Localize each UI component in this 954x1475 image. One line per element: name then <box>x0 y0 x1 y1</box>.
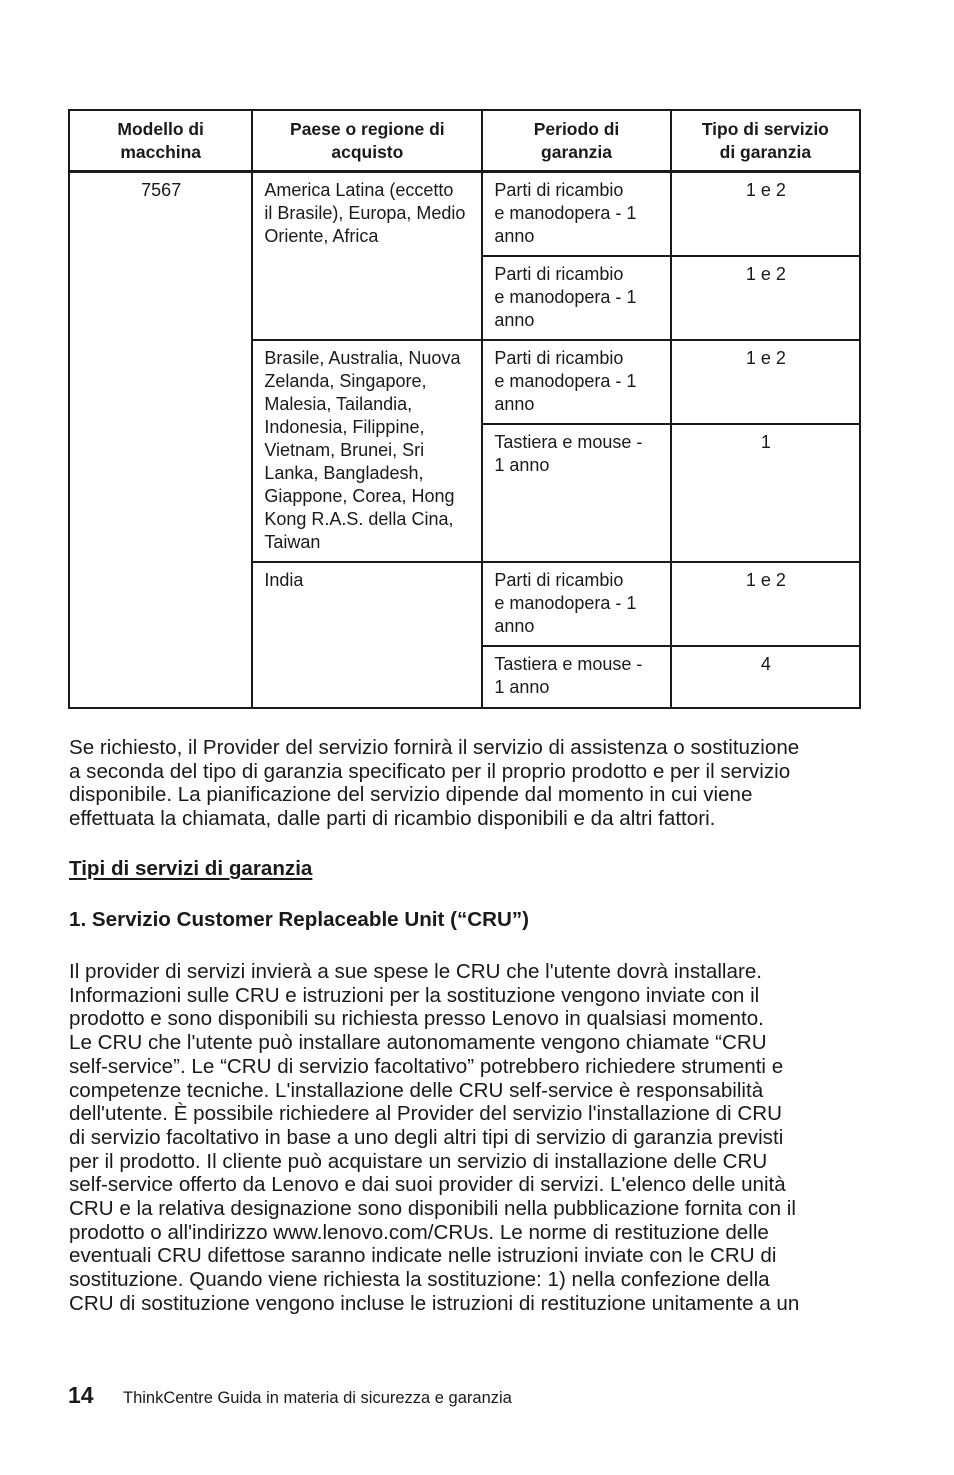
service-type-cell: 1 <box>671 424 860 562</box>
page-number: 14 <box>68 1382 94 1408</box>
service-type-cell: 1 e 2 <box>671 256 860 340</box>
service-type-cell: 4 <box>671 646 860 708</box>
period-cell: Parti di ricambio e manodopera - 1 anno <box>482 340 670 424</box>
warranty-table <box>68 109 861 709</box>
service-type-cell: 1 e 2 <box>671 562 860 646</box>
period-cell: Tastiera e mouse - 1 anno <box>482 646 670 708</box>
header-period: Periodo di garanzia <box>482 110 670 172</box>
section-heading: Tipi di servizi di garanzia <box>69 857 313 880</box>
period-cell: Parti di ricambio e manodopera - 1 anno <box>482 172 670 257</box>
subsection-heading: 1. Servizio Customer Replaceable Unit (“CRU”) <box>69 908 530 931</box>
service-type-cell: 1 e 2 <box>671 340 860 424</box>
region-cell: America Latina (eccetto il Brasile), Europa, Medio Oriente, Africa <box>252 172 482 341</box>
service-type-cell: 1 e 2 <box>671 172 860 257</box>
footer-title: ThinkCentre Guida in materia di sicurezza e garanzia <box>123 1389 512 1407</box>
model-cell: 7567 <box>69 172 252 709</box>
table-header-row <box>69 110 860 172</box>
header-country: Paese o regione di acquisto <box>252 110 482 172</box>
region-cell: India <box>252 562 482 708</box>
cru-paragraph: Il provider di servizi invierà a sue spese le CRU che l'utente dovrà installare. Informazioni sulle CRU e istruzioni per la sostituzione vengono inviate con il prodotto e sono disponibili su richiesta presso Lenovo in qualsiasi momento. Le CRU che l'utente può installare autonomamente vengono chiamate “CRU self-service”. Le “CRU di servizio facoltativo” potrebbero richiedere strumenti e competenze tecniche. L'installazione delle CRU self-service è responsabilità dell'utente. È possibile richiedere al Provider del servizio l'installazione di CRU di servizio facoltativo in base a uno degli altri tipi di servizio di garanzia previsti per il prodotto. Il cliente può acquistare un servizio di installazione delle CRU self-service offerto da Lenovo e dai suoi provider di servizi. L'elenco delle unità CRU e la relativa designazione sono disponibili nella pubblicazione fornita con il prodotto o all'indirizzo www.lenovo.com/CRUs. Le norme di restituzione delle eventuali CRU difettose saranno indicate nelle istruzioni inviate con le CRU di sostituzione. Quando viene richiesta la sostituzione: 1) nella confezione della CRU di sostituzione vengono incluse le istruzioni di restituzione unitamente a un <box>69 960 800 1315</box>
period-cell: Parti di ricambio e manodopera - 1 anno <box>482 562 670 646</box>
period-cell: Parti di ricambio e manodopera - 1 anno <box>482 256 670 340</box>
region-cell: Brasile, Australia, Nuova Zelanda, Singapore, Malesia, Tailandia, Indonesia, Filippine, Vietnam, Brunei, Sri Lanka, Bangladesh, Giappone, Corea, Hong Kong R.A.S. della Cina, Taiwan <box>252 340 482 562</box>
table-row <box>69 172 860 257</box>
header-service-type: Tipo di servizio di garanzia <box>671 110 860 172</box>
period-cell: Tastiera e mouse - 1 anno <box>482 424 670 562</box>
service-paragraph: Se richiesto, il Provider del servizio fornirà il servizio di assistenza o sostituzione a seconda del tipo di garanzia specificato per il proprio prodotto e per il servizio disponibile. La pianificazione del servizio dipende dal momento in cui viene effettuata la chiamata, dalle parti di ricambio disponibili e da altri fattori. <box>69 736 800 831</box>
header-model: Modello di macchina <box>69 110 252 172</box>
